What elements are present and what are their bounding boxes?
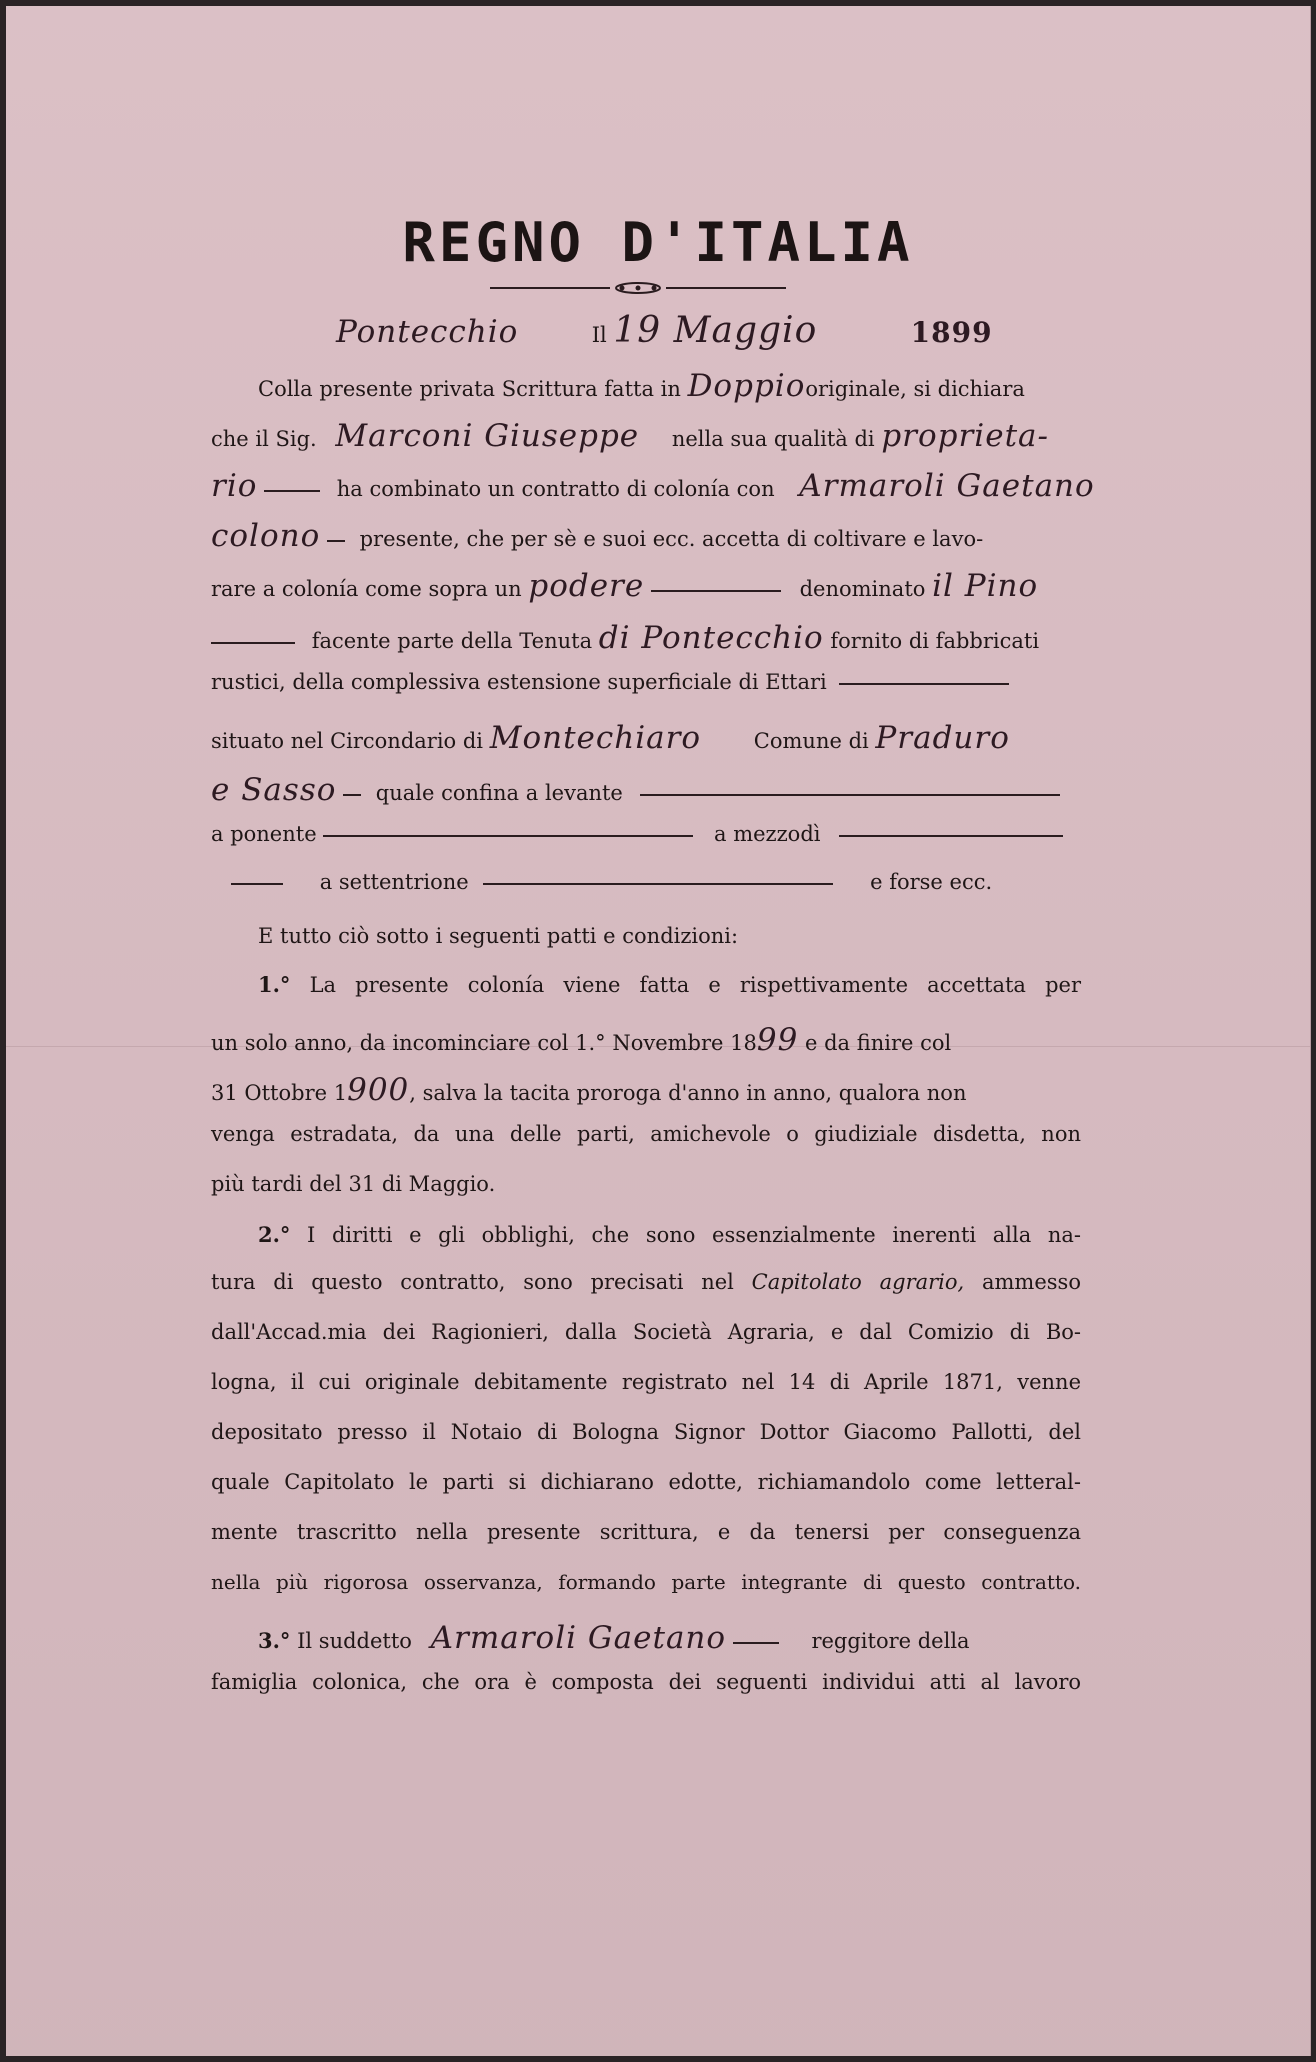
text: a settentrione (319, 870, 469, 894)
blank-line (733, 1642, 779, 1644)
handwritten-rio: rio (211, 468, 258, 504)
handwritten-armaroli: Armaroli Gaetano (430, 1620, 727, 1656)
text: Comune di (753, 729, 869, 753)
text: un solo anno, da incominciare col 1.° Novembre 18 (211, 1031, 757, 1055)
text: situato nel Circondario di (211, 729, 484, 753)
handwritten-proprietario: proprieta- (881, 418, 1049, 454)
blank-line (327, 540, 345, 542)
article-2-line-1 (258, 1222, 1081, 1247)
article-2-line-3: dall'Accad.mia dei Ragionieri, dalla Società Agraria, e dal Comizio di Bo- (211, 1320, 1081, 1344)
text-line-3 (211, 468, 1095, 504)
blank-levante (640, 794, 1060, 796)
text: che il Sig. (211, 427, 317, 451)
blank-line (211, 642, 295, 644)
article-3-line-1 (258, 1620, 1081, 1656)
article-1-line-2 (211, 1022, 1081, 1058)
text: fornito di fabbricati (830, 629, 1040, 653)
text-line-9 (211, 772, 1081, 808)
article-2-line-4: logna, il cui originale debitamente registrato nel 14 di Aprile 1871, venne (211, 1370, 1081, 1394)
text: denominato (799, 577, 926, 601)
text: I diritti e gli obblighi, che sono essenzialmente inerenti alla na- (307, 1223, 1081, 1247)
article-1-line-1 (258, 972, 1081, 997)
blank-mezzodi (839, 835, 1063, 837)
date-line (336, 310, 993, 351)
text: tura di questo contratto, sono precisati nel (211, 1270, 734, 1294)
article-number: 3.° (258, 1628, 291, 1653)
text: reggitore della (811, 1629, 970, 1653)
handwritten-doppio: Doppio (687, 368, 806, 404)
handwritten-year: 99 (756, 1022, 799, 1058)
blank-ponente (323, 835, 693, 837)
text: ha combinato un contratto di colonía con (336, 477, 775, 501)
text: e da finire col (805, 1031, 952, 1055)
article-number: 1.° (258, 972, 291, 997)
article-number: 2.° (258, 1222, 291, 1247)
blank-line (343, 794, 361, 796)
title-ornament (490, 280, 786, 296)
text-line-8 (211, 720, 1081, 756)
handwritten-owner-name: Marconi Giuseppe (335, 418, 640, 454)
italic-capitolato: Capitolato agrario, (751, 1270, 965, 1294)
text: e forse ecc. (870, 870, 993, 894)
article-1-line-3 (211, 1072, 1081, 1108)
article-3-line-2: famiglia colonica, che ora è composta dei seguenti individui atti al lavoro (211, 1670, 1081, 1694)
blank-ettari (839, 683, 1009, 685)
text: Colla presente privata Scrittura fatta in (258, 377, 681, 401)
text-line-5 (211, 568, 1081, 604)
text: Il suddetto (297, 1629, 412, 1653)
text-line-6 (211, 620, 1081, 656)
text-line-2 (211, 418, 1081, 454)
il-label: Il (591, 323, 607, 347)
text-line-11 (211, 870, 1081, 894)
article-2-line-7: mente trascritto nella presente scrittura, e da tenersi per conseguenza (211, 1520, 1081, 1544)
text: quale confina a levante (375, 781, 623, 805)
handwritten-tenuta: di Pontecchio (598, 620, 824, 656)
text: originale, si dichiara (805, 377, 1025, 401)
blank-line (264, 490, 320, 492)
handwritten-podere: podere (528, 568, 645, 604)
blank-settentrione (483, 883, 833, 885)
handwritten-colono-name: Armaroli Gaetano (799, 468, 1095, 504)
handwritten-colono: colono (211, 518, 321, 554)
text: ammesso (982, 1270, 1081, 1294)
article-2-line-8: nella più rigorosa osservanza, formando parte integrante di questo contratto. (211, 1570, 1081, 1594)
handwritten-year: 900 (347, 1072, 410, 1108)
article-2-line-2 (211, 1270, 1081, 1294)
article-1-line-5: più tardi del 31 di Maggio. (211, 1172, 496, 1196)
text-line-7 (211, 670, 1081, 694)
article-2-line-5: depositato presso il Notaio di Bologna Signor Dottor Giacomo Pallotti, del (211, 1420, 1081, 1444)
text: a ponente (211, 822, 317, 846)
text: a mezzodì (714, 822, 821, 846)
handwritten-sasso: e Sasso (211, 772, 337, 808)
text: rustici, della complessiva estensione superficiale di Ettari (211, 670, 827, 694)
text-line-1 (258, 368, 1081, 404)
text: La presente colonía viene fatta e rispettivamente accettata per (309, 973, 1081, 997)
text-line-10 (211, 822, 1081, 846)
date-handwritten: 19 Maggio (613, 310, 818, 351)
text-line-12: E tutto ciò sotto i seguenti patti e condizioni: (258, 924, 739, 948)
place-handwritten: Pontecchio (336, 314, 519, 350)
text: presente, che per sè e suoi ecc. accetta di coltivare e lavo- (359, 527, 984, 551)
text: rare a colonía come sopra un (211, 577, 522, 601)
blank-line (651, 590, 781, 592)
text: nella sua qualità di (671, 427, 875, 451)
text: facente parte della Tenuta (311, 629, 593, 653)
year-handwritten: 1899 (910, 316, 993, 349)
text: 31 Ottobre 1 (211, 1081, 348, 1105)
document-page (6, 6, 1311, 2056)
blank-line (231, 883, 283, 885)
article-2-line-6: quale Capitolato le parti si dichiarano edotte, richiamandolo come letteral- (211, 1470, 1081, 1494)
handwritten-comune: Praduro (875, 720, 1010, 756)
handwritten-il-pino: il Pino (932, 568, 1039, 604)
article-1-line-4: venga estradata, da una delle parti, amichevole o giudiziale disdetta, non (211, 1122, 1081, 1146)
handwritten-circondario: Montechiaro (489, 720, 702, 756)
text: , salva la tacita proroga d'anno in anno, qualora non (409, 1081, 967, 1105)
document-title: REGNO D'ITALIA (402, 211, 914, 274)
text-line-4 (211, 518, 1081, 554)
